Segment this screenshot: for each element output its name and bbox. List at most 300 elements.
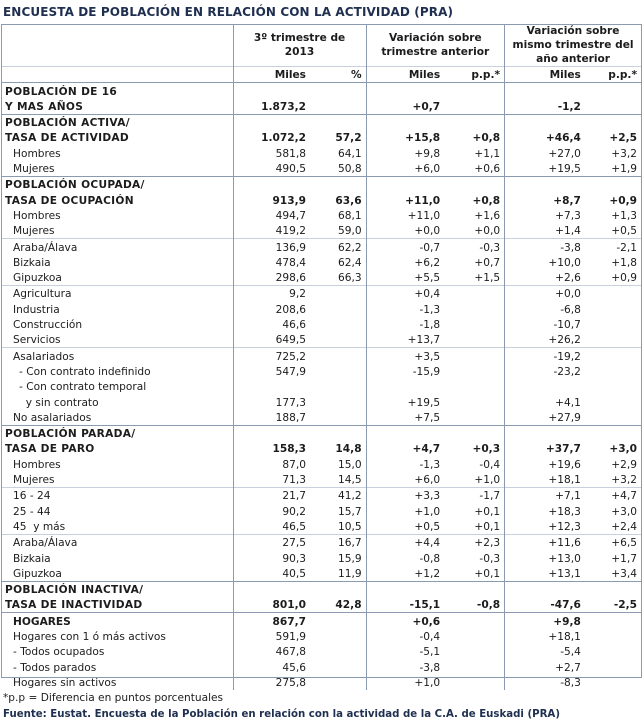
table-cell: [366, 379, 444, 394]
table-cell: 41,2: [310, 488, 366, 504]
row-label: Hogares sin activos: [13, 676, 117, 689]
table-cell: [444, 629, 504, 644]
table-cell: 15,0: [337, 458, 362, 471]
table-cell: +2,7: [505, 659, 585, 674]
table-cell: 913,9: [233, 192, 310, 207]
table-cell: +12,3: [505, 519, 585, 535]
row-label: Hombres: [13, 458, 61, 471]
table-cell: [505, 581, 585, 597]
table-cell: 62,2: [310, 239, 366, 255]
table-cell: [444, 286, 504, 302]
table-cell: +19,6: [505, 456, 585, 471]
table-cell: 90,3: [233, 550, 310, 565]
table-cell: -0,4: [479, 458, 501, 471]
table-cell: +0,9: [611, 272, 637, 285]
page-title: ENCUESTA DE POBLACIÓN EN RELACIÓN CON LA ACTIVIDAD (PRA): [3, 5, 454, 19]
table-cell: -0,3: [444, 239, 504, 255]
table-cell: [505, 114, 585, 130]
row-label: TASA DE ACTIVIDAD: [5, 132, 130, 145]
table-row: [1, 659, 641, 674]
table-cell: 45,6: [233, 659, 310, 674]
table-row: [1, 644, 641, 659]
table-cell: 15,7: [337, 505, 362, 518]
table-cell: +13,7: [366, 332, 444, 348]
column-header-variation-previous-quarter: Variación sobre trimestre anterior: [366, 24, 505, 67]
row-label: Hombres: [13, 147, 61, 160]
table-cell: +37,7: [505, 441, 585, 456]
table-cell: +11,0: [366, 208, 444, 223]
table-cell: 208,6: [233, 301, 310, 316]
table-cell: [366, 83, 444, 99]
table-cell: -2,1: [585, 239, 641, 255]
table-cell: +3,3: [366, 488, 444, 504]
table-cell: +18,1: [505, 472, 585, 488]
table-cell: [585, 581, 641, 597]
table-cell: +6,2: [366, 255, 444, 270]
unit-label: Miles: [505, 67, 585, 83]
table-cell: 50,8: [337, 163, 362, 176]
table-cell: +27,0: [505, 145, 585, 160]
table-cell: +46,4: [505, 130, 585, 145]
table-cell: [444, 348, 504, 364]
table-cell: 136,9: [233, 239, 310, 255]
table-row: [1, 348, 641, 364]
table-cell: [444, 301, 504, 316]
table-cell: [310, 364, 366, 379]
table-row: [1, 629, 641, 644]
table-row: [1, 192, 641, 207]
table-cell: [444, 581, 504, 597]
table-row: [1, 239, 641, 255]
table-cell: 14,5: [337, 474, 362, 487]
row-label: POBLACIÓN PARADA/: [1, 425, 233, 441]
row-label: POBLACIÓN ACTIVA/: [1, 114, 233, 130]
table-cell: -0,8: [476, 599, 501, 612]
table-row: [1, 566, 641, 582]
table-cell: [310, 394, 366, 409]
table-cell: +4,1: [505, 394, 585, 409]
table-cell: +26,2: [505, 332, 585, 348]
table-cell: [444, 177, 504, 193]
table-cell: 66,3: [337, 272, 362, 285]
table-cell: [585, 348, 641, 364]
table-cell: [585, 286, 641, 302]
row-label: TASA DE PARO: [5, 443, 95, 456]
table-row: [1, 472, 641, 488]
table-cell: +1,8: [611, 256, 637, 269]
row-label: No asalariados: [13, 411, 92, 424]
table-cell: [310, 659, 366, 674]
header-row-units: [1, 67, 641, 83]
table-cell: 867,7: [233, 613, 310, 629]
table-row: [1, 675, 641, 690]
row-label: Hogares con 1 ó más activos: [13, 630, 166, 643]
row-label: Construcción: [13, 319, 83, 332]
row-label: - Todos ocupados: [13, 646, 105, 659]
table-cell: +0,8: [472, 194, 501, 207]
table-cell: [444, 114, 504, 130]
table-cell: -1,2: [505, 99, 585, 115]
table-cell: +6,0: [366, 161, 444, 177]
table-cell: +0,8: [472, 132, 501, 145]
row-label: POBLACIÓN INACTIVA/: [1, 581, 233, 597]
row-label: Bizkaia: [13, 552, 51, 565]
table-cell: -19,2: [505, 348, 585, 364]
footnote: *p.p = Diferencia en puntos porcentuales: [3, 692, 224, 704]
row-label: Y MAS AÑOS: [5, 100, 84, 113]
data-table: [1, 24, 641, 690]
table-cell: [233, 114, 310, 130]
table-cell: [585, 675, 641, 690]
table-cell: +19,5: [505, 161, 585, 177]
table-cell: -15,9: [366, 364, 444, 379]
table-cell: [310, 379, 366, 394]
table-cell: +1,7: [611, 552, 637, 565]
row-label: POBLACIÓN OCUPADA/: [1, 177, 233, 193]
table-cell: 177,3: [233, 394, 310, 409]
row-label: 25 - 44: [13, 505, 51, 518]
table-cell: +9,8: [505, 613, 585, 629]
table-cell: 63,6: [335, 194, 362, 207]
table-cell: +4,4: [366, 534, 444, 550]
table-cell: +0,9: [609, 194, 637, 207]
table-cell: [585, 613, 641, 629]
table-cell: 68,1: [337, 209, 362, 222]
table-row: [1, 270, 641, 286]
table-cell: [585, 114, 641, 130]
table-cell: +11,6: [505, 534, 585, 550]
table-row: [1, 145, 641, 160]
row-label: Industria: [13, 303, 60, 316]
row-label: - Todos parados: [13, 661, 97, 674]
table-cell: +6,5: [585, 534, 641, 550]
table-cell: [505, 177, 585, 193]
table-cell: -5,1: [366, 644, 444, 659]
table-cell: [444, 613, 504, 629]
table-cell: -1,3: [366, 456, 444, 471]
table-cell: 87,0: [233, 456, 310, 471]
table-cell: [366, 114, 444, 130]
table-cell: +7,3: [505, 208, 585, 223]
table-cell: [310, 83, 366, 99]
table-cell: 591,9: [233, 629, 310, 644]
table-cell: +15,8: [366, 130, 444, 145]
table-cell: [585, 177, 641, 193]
row-label: TASA DE OCUPACIÓN: [5, 194, 134, 207]
row-label: 16 - 24: [1, 488, 233, 504]
table-cell: 490,5: [233, 161, 310, 177]
table-cell: -47,6: [505, 597, 585, 613]
table-cell: [585, 83, 641, 99]
table-cell: +2,3: [444, 534, 504, 550]
table-row: [1, 456, 641, 471]
table-cell: +0,6: [474, 163, 501, 176]
table-cell: 90,2: [233, 503, 310, 518]
table-cell: 275,8: [233, 675, 310, 690]
table-cell: -8,3: [505, 675, 585, 690]
table-cell: [444, 659, 504, 674]
row-label: Asalariados: [1, 348, 233, 364]
table-cell: +0,0: [366, 223, 444, 239]
table-cell: +1,9: [611, 163, 637, 176]
table-row: [1, 425, 641, 441]
table-cell: +0,1: [474, 505, 501, 518]
table-cell: 649,5: [233, 332, 310, 348]
unit-label: p.p.*: [585, 67, 641, 83]
table-row: [1, 534, 641, 550]
table-cell: [444, 644, 504, 659]
table-cell: +0,3: [472, 443, 501, 456]
table-cell: +0,7: [366, 99, 444, 115]
table-cell: 801,0: [233, 597, 310, 613]
table-cell: [310, 177, 366, 193]
table-cell: +7,5: [366, 410, 444, 426]
row-label: Bizkaia: [13, 256, 51, 269]
table-cell: [444, 410, 504, 426]
table-cell: +4,7: [585, 488, 641, 504]
row-label: Gipuzkoa: [13, 567, 62, 580]
table-row: [1, 255, 641, 270]
table-cell: [505, 425, 585, 441]
table-cell: [444, 675, 504, 690]
table-cell: +0,4: [366, 286, 444, 302]
table-cell: [444, 425, 504, 441]
table-cell: [444, 99, 504, 115]
table-cell: [233, 425, 310, 441]
table-cell: [310, 332, 366, 348]
table-cell: [585, 379, 641, 394]
table-cell: +3,2: [611, 147, 637, 160]
table-cell: -5,4: [505, 644, 585, 659]
table-cell: 27,5: [233, 534, 310, 550]
table-cell: -10,7: [505, 317, 585, 332]
row-label: 45 y más: [13, 520, 66, 533]
table-cell: +1,6: [474, 209, 501, 222]
table-cell: [310, 629, 366, 644]
table-row: [1, 613, 641, 629]
table-cell: +0,1: [474, 567, 501, 580]
table-cell: +7,1: [505, 488, 585, 504]
table-cell: [444, 83, 504, 99]
table-cell: 14,8: [335, 443, 362, 456]
table-cell: 158,3: [233, 441, 310, 456]
table-cell: [310, 644, 366, 659]
table-cell: -1,8: [366, 317, 444, 332]
table-cell: [505, 379, 585, 394]
table-cell: -1,7: [444, 488, 504, 504]
table-row: [1, 503, 641, 518]
table-cell: [310, 317, 366, 332]
table-cell: +0,5: [366, 519, 444, 535]
table-cell: [310, 613, 366, 629]
table-cell: +2,4: [611, 520, 637, 533]
table-cell: +2,6: [505, 270, 585, 286]
table-cell: 419,2: [233, 223, 310, 239]
table-cell: +19,5: [366, 394, 444, 409]
row-label: - Con contrato indefinido: [19, 365, 151, 378]
table-cell: [310, 348, 366, 364]
table-cell: +0,0: [474, 225, 501, 238]
table-cell: +3,4: [611, 567, 637, 580]
column-header-variation-previous-year: Variación sobre mismo trimestre del año anterior: [505, 24, 641, 67]
table-cell: [310, 581, 366, 597]
table-row: [1, 332, 641, 348]
table-row: [1, 99, 641, 115]
row-label: Araba/Álava: [1, 239, 233, 255]
table-row: [1, 83, 641, 99]
table-cell: 64,1: [337, 147, 362, 160]
table-cell: [585, 629, 641, 644]
table-cell: -3,8: [366, 659, 444, 674]
table-row: [1, 301, 641, 316]
header-row-titles: [1, 24, 641, 67]
table-cell: -0,4: [366, 629, 444, 644]
table-cell: +1,4: [505, 223, 585, 239]
table-cell: 16,7: [310, 534, 366, 550]
table-cell: 40,5: [233, 566, 310, 582]
table-row: [1, 317, 641, 332]
table-cell: -2,5: [613, 599, 637, 612]
table-cell: +0,6: [366, 613, 444, 629]
table-cell: +0,1: [474, 520, 501, 533]
table-cell: 188,7: [233, 410, 310, 426]
table-cell: -0,3: [479, 552, 501, 565]
table-cell: +18,1: [505, 629, 585, 644]
table-cell: [310, 301, 366, 316]
table-row: [1, 550, 641, 565]
table-row: [1, 286, 641, 302]
table-cell: [585, 364, 641, 379]
table-cell: +10,0: [505, 255, 585, 270]
table-cell: [233, 581, 310, 597]
table-cell: +1,5: [474, 272, 501, 285]
table-cell: +1,1: [474, 147, 501, 160]
table-cell: [585, 659, 641, 674]
table-cell: -1,3: [366, 301, 444, 316]
table-cell: 581,8: [233, 145, 310, 160]
table-cell: [585, 425, 641, 441]
row-label: - Con contrato temporal: [19, 381, 147, 394]
table-cell: -0,8: [366, 550, 444, 565]
table-row: [1, 223, 641, 239]
table-cell: +13,0: [505, 550, 585, 565]
table-cell: +9,8: [366, 145, 444, 160]
table-row: [1, 581, 641, 597]
table-cell: [310, 410, 366, 426]
table-cell: [585, 394, 641, 409]
unit-label: Miles: [233, 67, 310, 83]
table-cell: [444, 332, 504, 348]
row-label: Mujeres: [13, 163, 55, 176]
table-cell: 59,0: [337, 225, 362, 238]
column-header-period: 3º trimestre de 2013: [233, 24, 366, 67]
table-cell: 10,5: [337, 520, 362, 533]
table-cell: 478,4: [233, 255, 310, 270]
row-label: Araba/Álava: [1, 534, 233, 550]
table-cell: [444, 317, 504, 332]
table-cell: +1,0: [366, 503, 444, 518]
table-row: [1, 519, 641, 535]
row-label: Agricultura: [1, 286, 233, 302]
table-cell: +2,9: [611, 458, 637, 471]
unit-label: p.p.*: [444, 67, 504, 83]
row-label: POBLACIÓN DE 16: [1, 83, 233, 99]
table-row: [1, 364, 641, 379]
table-cell: +27,9: [505, 410, 585, 426]
table-cell: 46,5: [233, 519, 310, 535]
row-label: Servicios: [13, 334, 61, 347]
table-cell: +1,3: [611, 209, 637, 222]
table-cell: +0,7: [474, 256, 501, 269]
table-cell: 1.072,2: [233, 130, 310, 145]
table-cell: +6,0: [366, 472, 444, 488]
table-cell: [310, 99, 366, 115]
table-cell: +2,5: [609, 132, 637, 145]
row-label: Mujeres: [13, 225, 55, 238]
table-cell: +13,1: [505, 566, 585, 582]
table-cell: 62,4: [337, 256, 362, 269]
table-cell: 547,9: [233, 364, 310, 379]
table-cell: +3,2: [611, 474, 637, 487]
table-row: [1, 161, 641, 177]
table-row: [1, 410, 641, 426]
table-cell: [585, 644, 641, 659]
table-cell: 494,7: [233, 208, 310, 223]
table-row: [1, 130, 641, 145]
table-cell: 42,8: [335, 599, 362, 612]
table-cell: [366, 581, 444, 597]
row-label: y sin contrato: [19, 396, 99, 409]
table-cell: 15,9: [337, 552, 362, 565]
table-cell: [233, 379, 310, 394]
table-cell: [585, 99, 641, 115]
table-cell: +3,0: [609, 443, 637, 456]
row-label: Mujeres: [13, 474, 55, 487]
table-cell: +1,2: [366, 566, 444, 582]
table-cell: [366, 425, 444, 441]
table-cell: +1,0: [366, 675, 444, 690]
table-cell: +3,5: [366, 348, 444, 364]
unit-label: %: [310, 67, 366, 83]
table-cell: [310, 114, 366, 130]
row-label: HOGARES: [1, 613, 233, 629]
table-row: [1, 379, 641, 394]
table-row: [1, 597, 641, 613]
table-cell: [310, 286, 366, 302]
table-row: [1, 177, 641, 193]
table-cell: [585, 301, 641, 316]
table-cell: [233, 83, 310, 99]
table-cell: [585, 317, 641, 332]
table-cell: +4,7: [366, 441, 444, 456]
table-cell: 46,6: [233, 317, 310, 332]
table-cell: 57,2: [335, 132, 362, 145]
table-cell: [310, 425, 366, 441]
table-cell: +11,0: [366, 192, 444, 207]
table-cell: +8,7: [505, 192, 585, 207]
table-cell: [585, 410, 641, 426]
table-cell: [444, 379, 504, 394]
table-cell: [585, 332, 641, 348]
table-cell: 725,2: [233, 348, 310, 364]
table-cell: [233, 177, 310, 193]
table-cell: [444, 364, 504, 379]
table-row: [1, 208, 641, 223]
table-cell: +1,0: [474, 474, 501, 487]
table-row: [1, 441, 641, 456]
table-cell: 9,2: [233, 286, 310, 302]
table-cell: 467,8: [233, 644, 310, 659]
